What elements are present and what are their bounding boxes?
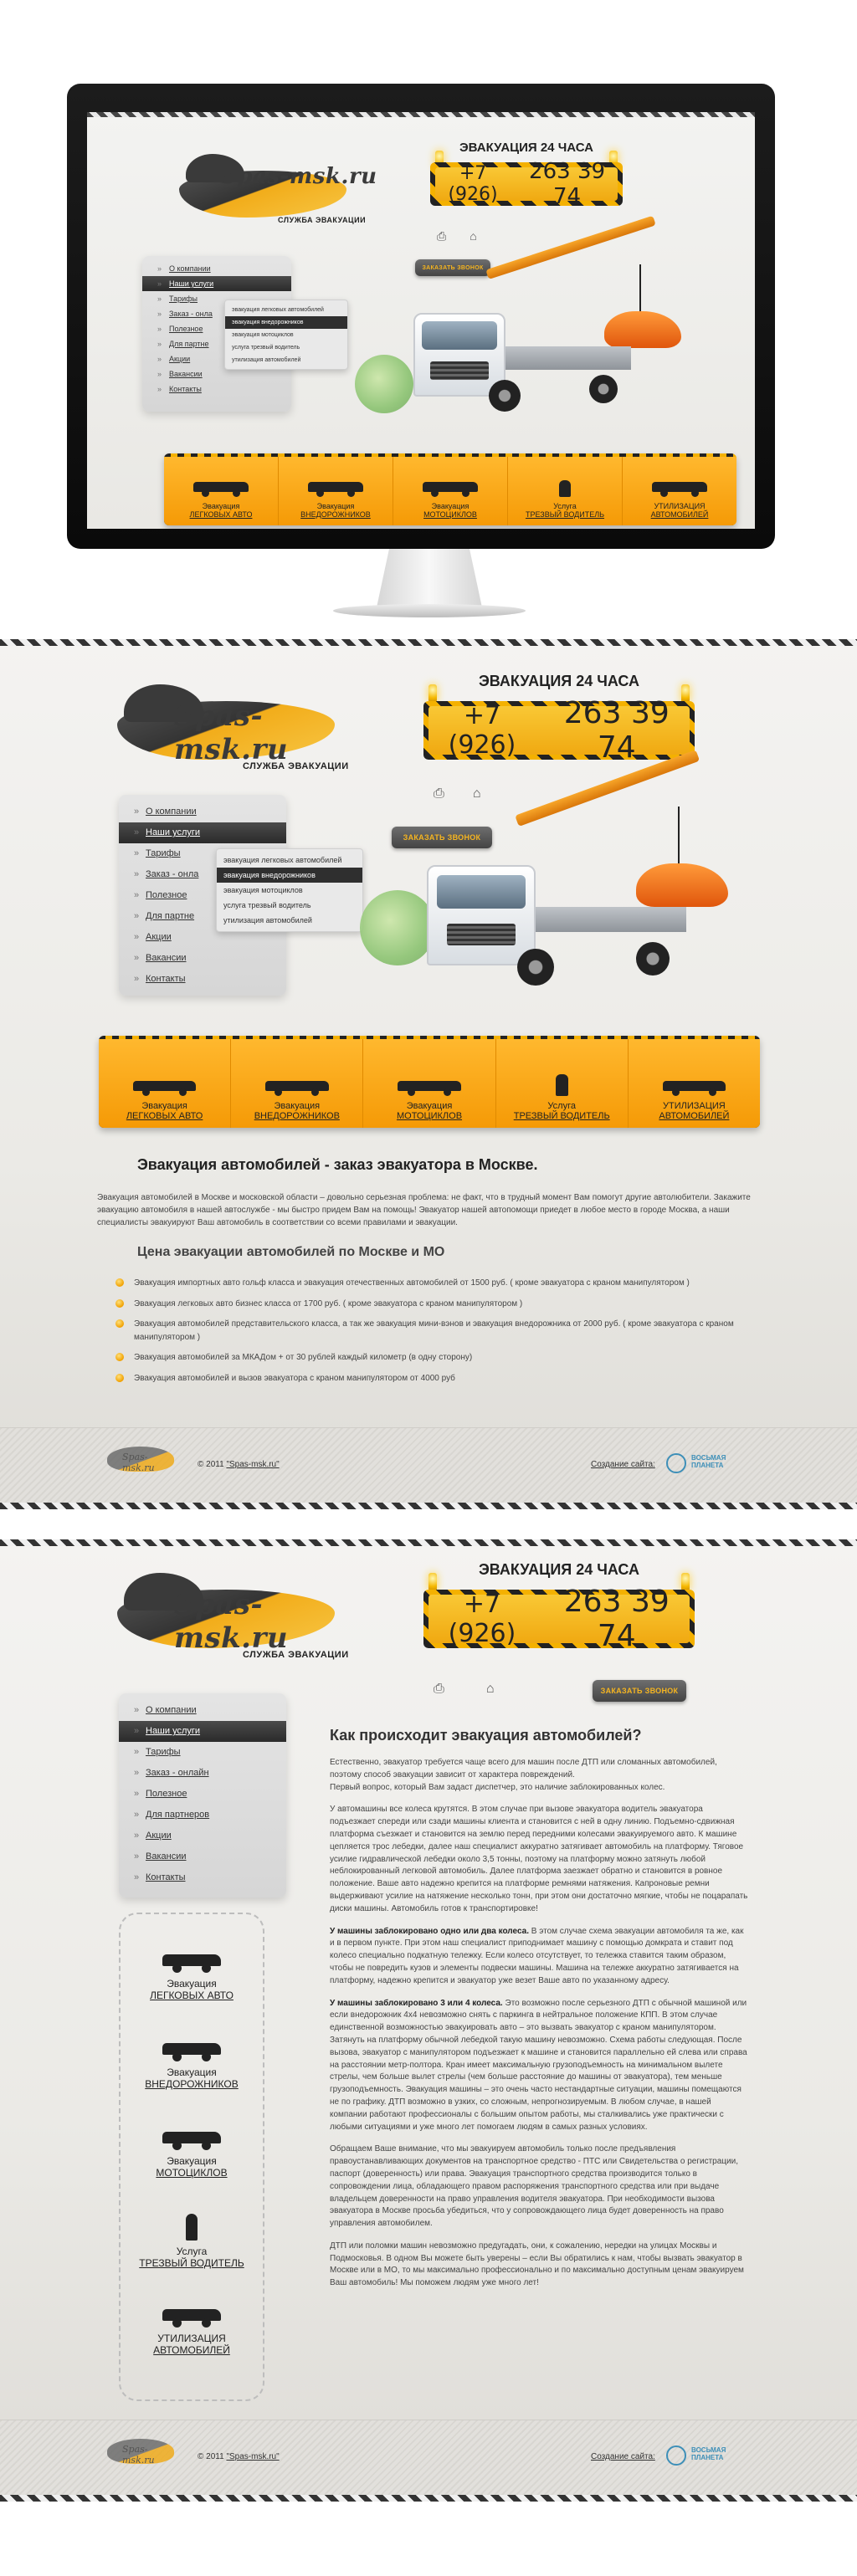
service-label-top: УТИЛИЗАЦИЯ	[157, 2333, 226, 2344]
submenu-item-suv[interactable]: эвакуация внедорожников	[225, 316, 347, 329]
suv-icon	[162, 2035, 221, 2061]
side-service-recycle[interactable]	[121, 2301, 263, 2356]
warning-lamp-icon	[428, 1573, 437, 1591]
page-title: Эвакуация автомобилей - заказ эвакуатора в Москве.	[137, 1156, 538, 1173]
footer-logo[interactable]: Spas-msk.ru	[107, 2439, 174, 2464]
created-by-link[interactable]: Создание сайта:	[591, 2452, 655, 2461]
menu-item-contacts[interactable]: » Контакты	[142, 382, 291, 397]
service-label-bottom: ЛЕГКОВЫХ АВТО	[150, 1990, 233, 2001]
copyright: © 2011 "Spas-msk.ru"	[198, 1460, 280, 1469]
menu-item-services[interactable]: » Наши услуги	[142, 276, 291, 291]
phone-prefix: +7 (926)	[448, 701, 516, 760]
service-label-bottom: ТРЕЗВЫЙ ВОДИТЕЛЬ	[139, 2257, 244, 2269]
planet-logo-icon[interactable]	[666, 2445, 686, 2466]
print-icon[interactable]: ⎙	[437, 229, 447, 243]
service-label-top: Эвакуация	[274, 1101, 321, 1111]
monitor-base	[333, 604, 526, 617]
logo-subtitle: СЛУЖБА ЭВАКУАЦИИ	[243, 761, 349, 771]
copyright-link[interactable]: "Spas-msk.ru"	[226, 2452, 280, 2461]
service-label-top: Услуга	[553, 502, 577, 510]
menu-item-tariffs[interactable]: » Тарифы	[119, 843, 286, 864]
menu-item-promo[interactable]: » Акции	[142, 351, 291, 366]
side-service-suv[interactable]	[121, 2035, 263, 2090]
print-icon[interactable]: ⎙	[434, 1682, 444, 1696]
menu-item-contacts[interactable]: » Контакты	[119, 1867, 286, 1888]
logo-text: Spas-msk.ru	[174, 699, 289, 766]
phone-prefix: +7 (926)	[448, 163, 498, 205]
menu-item-useful[interactable]: » Полезное	[119, 1784, 286, 1805]
menu-item-about[interactable]: » О компании	[119, 801, 286, 822]
phone-title: ЭВАКУАЦИЯ 24 ЧАСА	[479, 673, 639, 689]
menu-item-partners[interactable]: » Для партнеров	[119, 1805, 286, 1826]
planet-logo-icon[interactable]	[666, 1453, 686, 1473]
service-label-top: УТИЛИЗАЦИЯ	[654, 502, 706, 510]
truck-wheel	[589, 375, 618, 403]
phone-number[interactable]	[428, 696, 690, 765]
menu-item-order[interactable]: » Заказ - онлайн	[119, 1763, 286, 1784]
article-paragraph: У машины заблокировано одно или два колеса. В этом случае схема эвакуации автомобиля та же, как и в первом пункте. При этом наш специалист приподнимает машину с помощью домкрата и ставит под колесо специально подкатную тележку. Если колесо отсутствует, то тележка ставится таким образом, чтобы не повредить кузов и элементы подвески машины. Машина на тележке аккуратно затягивается на платформу, надежно крепится и эвакуатор уже везет Ваше авто по указанному адресу.	[330, 1926, 744, 1985]
bullet-icon	[115, 1278, 124, 1287]
service-suv[interactable]	[279, 457, 393, 525]
crane-cable	[678, 807, 680, 865]
service-label-top: УТИЛИЗАЦИЯ	[663, 1101, 726, 1111]
truck-windshield	[422, 321, 497, 350]
recycle-truck-icon	[645, 480, 714, 497]
menu-item-about[interactable]: » О компании	[119, 1700, 286, 1721]
top-hazard-stripe	[0, 639, 857, 646]
services-bar	[99, 1036, 760, 1128]
service-label-top: Эвакуация	[167, 2066, 217, 2078]
phone-digits: 263 39 74	[563, 1585, 670, 1653]
services-cells	[99, 1039, 760, 1128]
truck-wheel	[489, 380, 521, 412]
site-logo[interactable]	[179, 154, 397, 254]
phone-block	[430, 141, 623, 216]
service-driver[interactable]	[496, 1039, 629, 1128]
service-label-top: Эвакуация	[431, 502, 470, 510]
service-label-top: Эвакуация	[316, 502, 355, 510]
price-item: Эвакуация автомобилей и вызов эвакуатора с краном манипулятором от 4000 руб	[105, 1372, 767, 1385]
truck-bed	[489, 346, 631, 370]
menu-item-services[interactable]: » Наши услуги	[119, 822, 286, 843]
menu-item-about[interactable]: » О компании	[142, 261, 291, 276]
phone-block	[423, 673, 695, 773]
bullet-icon	[115, 1374, 124, 1382]
submenu-item-recycle[interactable]: утилизация автомобилей	[223, 916, 312, 924]
menu-item-tariffs[interactable]: » Тарифы	[119, 1742, 286, 1763]
submenu-item-moto[interactable]: эвакуация мотоциклов	[223, 886, 303, 894]
service-label-top: Эвакуация	[202, 502, 240, 510]
phone-number[interactable]	[428, 1585, 690, 1653]
logo-subtitle: СЛУЖБА ЭВАКУАЦИИ	[278, 216, 367, 224]
service-label-bottom: ТРЕЗВЫЙ ВОДИТЕЛЬ	[525, 510, 605, 519]
recycle-truck-icon	[162, 2301, 221, 2328]
motorcycle-icon	[390, 1074, 469, 1096]
menu-item-vacancies[interactable]: » Вакансии	[119, 948, 286, 969]
call-back-button[interactable]: ЗАКАЗАТЬ ЗВОНОК	[593, 1680, 686, 1702]
price-item: Эвакуация импортных авто гольф класса и эвакуация отечественных автомобилей от 1500 руб. ( кроме эвакуатора с краном манипулятором )	[105, 1277, 767, 1290]
phone-title: ЭВАКУАЦИЯ 24 ЧАСА	[459, 141, 593, 155]
monitor-stand	[367, 549, 492, 607]
services-cells	[164, 457, 736, 525]
top-hazard-stripe	[0, 1539, 857, 1546]
phone-panel	[430, 159, 623, 209]
created-by-link[interactable]: Создание сайта:	[591, 1460, 655, 1469]
service-label-bottom: ВНЕДОРОЖНИКОВ	[145, 2078, 239, 2090]
services-submenu	[224, 300, 348, 370]
call-back-button[interactable]: ЗАКАЗАТЬ ЗВОНОК	[392, 827, 492, 848]
home-icon[interactable]: ⌂	[485, 1682, 495, 1696]
menu-item-promo[interactable]: » Акции	[119, 1826, 286, 1846]
service-label-bottom: ЛЕГКОВЫХ АВТО	[126, 1111, 203, 1121]
truck-bed	[519, 907, 686, 932]
bullet-icon	[115, 1299, 124, 1308]
top-hazard-stripe	[87, 112, 755, 117]
person-icon	[162, 2214, 221, 2241]
tow-truck-illustration	[388, 263, 706, 430]
phone-block	[423, 1561, 695, 1662]
site-logo[interactable]	[117, 1573, 352, 1673]
article-paragraph: Естественно, эвакуатор требуется чаще всего для машин после ДТП или сломанных автомобилей, поэтому способ эвакуации зависит от характера повреждений. Первый вопрос, который Вам задаст диспетчер, это наличие заблокированных колес.	[330, 1758, 717, 1792]
submenu-item-recycle[interactable]: утилизация автомобилей	[232, 357, 301, 363]
menu-item-order[interactable]: » Заказ - онла	[119, 864, 286, 885]
menu-item-promo[interactable]: » Акции	[119, 927, 286, 948]
truck-grill	[447, 924, 516, 945]
side-services-panel	[119, 1913, 264, 2401]
service-cars[interactable]	[99, 1039, 231, 1128]
price-item: Эвакуация легковых авто бизнес класса от 1700 руб. ( кроме эвакуатора с краном манипулятором )	[105, 1298, 767, 1311]
intro-paragraph: Эвакуация автомобилей в Москве и московской области – довольно серьезная проблема: не факт, что в трудный момент Вам помогут другие автолюбители. Закажите эвакуацию автомобиля в нашей автослужбе - мы быстро придем Вам на помощь! Эвакуатор нашей автопомощи приедет в любое место в городе Москва, а наши специалисты эвакуируют Ваш автомобиль в соответствии со всеми правилами и эвакуации.	[97, 1193, 751, 1227]
menu-item-useful[interactable]: » Полезное	[142, 321, 291, 336]
service-moto[interactable]	[393, 457, 508, 525]
suv-icon	[258, 1074, 336, 1096]
logo-text: Spas-msk.ru	[174, 1588, 289, 1655]
service-label-bottom: ТРЕЗВЫЙ ВОДИТЕЛЬ	[513, 1111, 610, 1121]
motorcycle-icon	[416, 480, 485, 497]
price-title: Цена эвакуации автомобилей по Москве и МО	[137, 1245, 445, 1259]
footer-logo[interactable]: Spas-msk.ru	[107, 1447, 174, 1472]
submenu-item-driver[interactable]: услуга трезвый водитель	[232, 345, 300, 351]
truck-wheel	[517, 949, 554, 986]
studio-name[interactable]: ВОСЬМАЯ ПЛАНЕТА	[691, 2446, 726, 2461]
tow-truck-illustration	[393, 798, 745, 999]
copyright-link[interactable]: "Spas-msk.ru"	[226, 1460, 280, 1469]
print-icon[interactable]: ⎙	[434, 786, 444, 801]
logo-subtitle: СЛУЖБА ЭВАКУАЦИИ	[243, 1650, 349, 1660]
home-page-section	[0, 639, 857, 1509]
submenu-item-driver[interactable]: услуга трезвый водитель	[223, 901, 311, 909]
service-label-top: Эвакуация	[406, 1101, 453, 1111]
service-label-bottom: АВТОМОБИЛЕЙ	[153, 2344, 230, 2356]
side-service-moto[interactable]	[121, 2123, 263, 2179]
bottom-hazard-stripe	[0, 1503, 857, 1509]
car-icon	[162, 1946, 221, 1973]
phone-digits: 263 39 74	[529, 159, 606, 209]
side-service-cars[interactable]	[121, 1946, 263, 2001]
article-paragraph: ДТП или поломки машин невозможно предугадать, они, к сожалению, нередки на улицах Москвы и Подмосковья. В одном Вы можете быть уверены – если Вы обратились к нам, чтобы вызвать эвакуатор в Москве или в МО, то мы максимально профессионально и по максимально доступным ценам эвакуируем Ваш автомобиль! Мы поможем людям уже много лет!	[330, 2241, 744, 2288]
service-cars[interactable]	[164, 457, 279, 525]
site-logo[interactable]	[117, 684, 352, 785]
service-label-top: Эвакуация	[141, 1101, 187, 1111]
service-label-bottom: ЛЕГКОВЫХ АВТО	[189, 510, 253, 519]
menu-item-vacancies[interactable]: » Вакансии	[119, 1846, 286, 1867]
service-label-bottom: МОТОЦИКЛОВ	[156, 2167, 228, 2179]
service-moto[interactable]	[363, 1039, 495, 1128]
crane-cable	[639, 264, 641, 315]
service-label-bottom: МОТОЦИКЛОВ	[396, 1111, 463, 1121]
menu-item-partners[interactable]: » Для партне	[142, 336, 291, 351]
truck-wheel	[636, 942, 670, 976]
motorcycle-icon	[162, 2123, 221, 2150]
phone-prefix: +7 (926)	[448, 1590, 516, 1648]
menu-item-useful[interactable]: » Полезное	[119, 885, 286, 906]
article-paragraph: У машины заблокировано 3 или 4 колеса. Это возможно после серьезного ДТП с обычной машиной или если внедорожник 4х4 невозможно снять с паркинга в нейтральное положение КПП. В этом случае единственной возможностью эвакуировать авто – это вызвать эвакуатор с краном манипулятором. Затянуть на платформу обычной лебедкой такую машину невозможно. Схема работы следующая. После вызова, эвакуатор с манипулятором подъезжает к машине и становится параллельно ей слева или справа на расстоянии метр-полтора. Кран имеет максимальную грузоподъемность на минимальном вылете стрелы, чем больше вылет стрелы (чем больше расстояние до машины от эвакуатора), тем меньше грузоподъемность. Эвакуация машины – это очень часто нестандартные ситуации, машины помещаются не по графику. ДТП возможно в узких, со сложным, непрогнозируемым. В любом случае, в нашей компании работают профессионалы с большим опытом работы, мы сталкивались уже практически с любыми ситуациями и уже много лет помогаем людям в самых разных условиях.	[330, 1998, 747, 2132]
service-label-top: Услуга	[547, 1101, 576, 1111]
menu-item-vacancies[interactable]: » Вакансии	[142, 366, 291, 382]
header-tools	[437, 229, 477, 243]
phone-panel	[423, 696, 695, 765]
main-menu	[119, 1693, 286, 1897]
footer	[0, 1427, 857, 1503]
article-page-section	[0, 1539, 857, 2502]
recycle-truck-icon	[654, 1074, 733, 1096]
submenu-item-cars[interactable]: эвакуация легковых автомобилей	[232, 307, 324, 313]
menu-item-partners[interactable]: » Для партне	[119, 906, 286, 927]
header-tools	[434, 1682, 494, 1697]
call-back-button[interactable]: ЗАКАЗАТЬ ЗВОНОК	[415, 259, 490, 276]
menu-item-tariffs[interactable]: » Тарифы	[142, 291, 291, 306]
monitor-mockup-section	[0, 0, 857, 636]
suv-icon	[301, 480, 370, 497]
article-paragraph: Обращаем Ваше внимание, что мы эвакуируем автомобиль только после предъявления правоустанавливающих документов на транспортное средство - ПТС или Свидетельства о регистрации, паспорт (доверенность) или права. Эвакуация транспортного средства производится только в сопровождении лица, обладающего правом распоряжения транспортного средства или при выдаче владельцем доверенности на право управления водителя эвакуатора. При необходимости вызова эвакуатора в Москве просьба убедиться, что у сопровождающего лица будет доверенность на право управления автомобилем.	[330, 2144, 738, 2229]
warning-lamp-icon	[428, 684, 437, 703]
service-recycle[interactable]	[629, 1039, 760, 1128]
truck-grill	[430, 361, 489, 380]
service-label-top: Эвакуация	[167, 2155, 217, 2167]
lifted-car	[636, 863, 728, 907]
monitor-frame	[67, 84, 775, 549]
submenu-item-suv[interactable]: эвакуация внедорожников	[217, 868, 362, 883]
menu-item-services[interactable]: » Наши услуги	[119, 1721, 286, 1742]
service-label-top: Эвакуация	[167, 1978, 217, 1990]
service-label-bottom: АВТОМОБИЛЕЙ	[650, 510, 709, 519]
side-service-driver[interactable]	[121, 2214, 263, 2269]
service-label-top: Услуга	[176, 2246, 208, 2257]
car-icon	[125, 1074, 203, 1096]
menu-item-contacts[interactable]: » Контакты	[119, 969, 286, 990]
phone-number[interactable]	[435, 159, 618, 209]
crane-arm	[485, 216, 655, 279]
service-recycle[interactable]	[623, 457, 736, 525]
price-list	[105, 1277, 767, 1392]
service-label-bottom: ВНЕДОРОЖНИКОВ	[300, 510, 371, 519]
person-icon	[522, 1074, 601, 1096]
article-body	[330, 1757, 748, 2300]
lifted-car	[604, 311, 681, 348]
article-paragraph: У автомашины все колеса крутятся. В этом случае при вызове эвакуатора водитель эвакуатора подъезжает спереди или сзади машины клиента и становится с ней в одну линию. Подъемно-сдвижная платформа съезжает и становится на землю перед передними колесами эвакуируемого авто. К машине цепляется трос лебедки, далее наш специалист аккуратно затягивает автомобиль на платформу. Тяговое усилие гидравлической лебедки около 3,5 тонны, поэтому на платформу можно затянуть любой неблокированный легковой автомобиль. Далее платформа заезжает обратно и становится в ровное положение. Ваше авто надежно крепится на платформе ремнями натяжения. Капроновые ремни выдерживают усилие на натяжение несколько тонн, при этом они достаточно мягкие, чтобы не поцарапать диски машины. Автомобиль готов к транспортировке!	[330, 1805, 748, 1913]
monitor-screen	[87, 112, 755, 529]
services-bar	[164, 453, 736, 525]
footer	[0, 2420, 857, 2495]
service-label-bottom: АВТОМОБИЛЕЙ	[659, 1111, 730, 1121]
submenu-item-cars[interactable]: эвакуация легковых автомобилей	[223, 856, 342, 864]
truck-windshield	[437, 875, 526, 909]
article-title: Как происходит эвакуация автомобилей?	[330, 1727, 642, 1744]
studio-name[interactable]: ВОСЬМАЯ ПЛАНЕТА	[691, 1454, 726, 1469]
submenu-item-moto[interactable]: эвакуация мотоциклов	[232, 332, 294, 338]
services-submenu	[216, 848, 363, 932]
service-driver[interactable]	[508, 457, 623, 525]
menu-item-order[interactable]: » Заказ - онла	[142, 306, 291, 321]
service-label-bottom: ВНЕДОРОЖНИКОВ	[254, 1111, 340, 1121]
home-icon[interactable]: ⌂	[472, 786, 481, 801]
bullet-icon	[115, 1319, 124, 1328]
copyright: © 2011 "Spas-msk.ru"	[198, 2452, 280, 2461]
phone-panel	[423, 1585, 695, 1653]
price-item: Эвакуация автомобилей представительского класса, а так же эвакуация мини-вэнов и эвакуация внедорожника от 2000 руб. ( кроме эвакуатора с краном манипулятором )	[105, 1318, 767, 1344]
phone-title: ЭВАКУАЦИЯ 24 ЧАСА	[479, 1561, 639, 1578]
price-item: Эвакуация автомобилей за МКАДом + от 30 рублей каждый километр (в одну сторону)	[105, 1351, 767, 1365]
service-suv[interactable]	[231, 1039, 363, 1128]
home-icon[interactable]: ⌂	[470, 229, 477, 243]
car-icon	[187, 480, 255, 497]
bullet-icon	[115, 1353, 124, 1361]
person-icon	[531, 480, 599, 497]
bottom-hazard-stripe	[0, 2495, 857, 2502]
logo-text: Spas-msk.ru	[221, 164, 377, 189]
service-label-bottom: МОТОЦИКЛОВ	[423, 510, 477, 519]
phone-digits: 263 39 74	[563, 696, 670, 765]
